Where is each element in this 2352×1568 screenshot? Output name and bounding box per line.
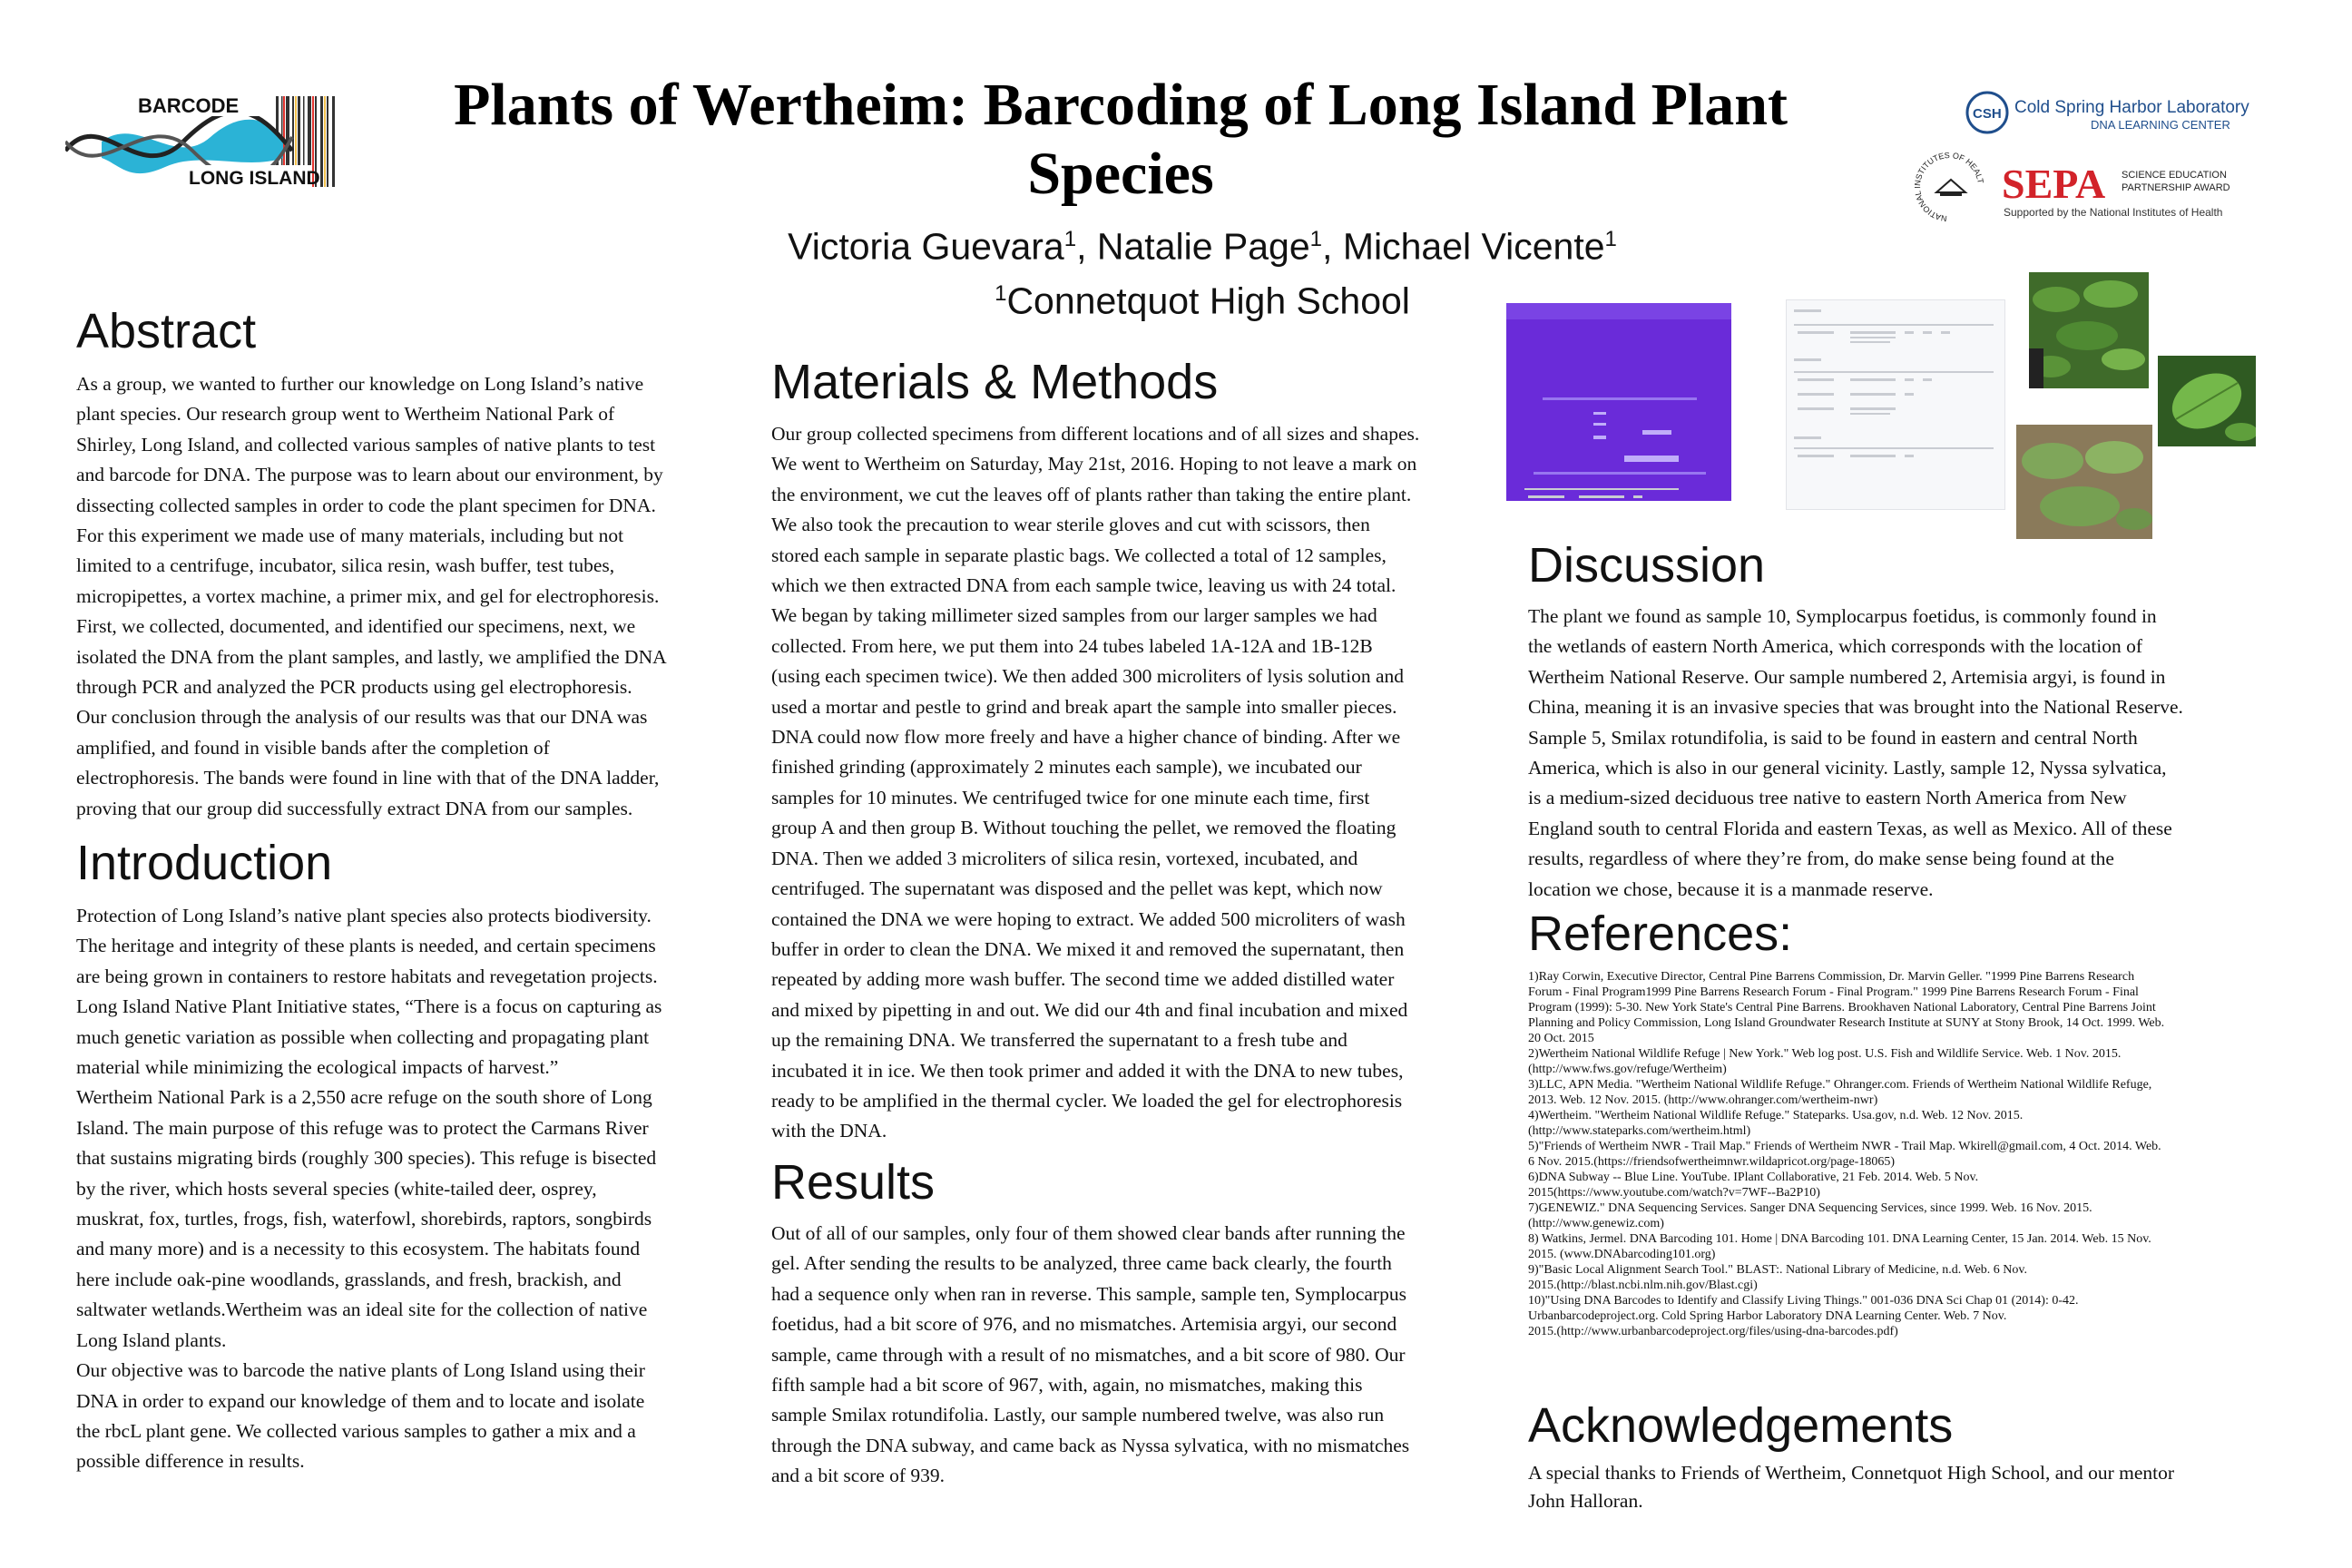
discussion-body: The plant we found as sample 10, Symplocarpus foetidus, is commonly found in the wetlands of eastern North America, which corresponds with the location of Wertheim National Reserve. Our sample numbered 2, Artemisia argyi, is found in China, meaning it is an invasive species that was brought into the National Reserve. Sample 5, Smilax rotundifolia, is said to be found in eastern and central North America, which is also in our general vicinity. Lastly, sample 12, Nyssa sylvatica, is a medium-sized deciduous tree native to eastern North America from New England south to central Florida and eastern Texas, as well as Mexico. All of these results, regardless of where they’re from, do make sense being found at the location we chose, because it is a manmade reserve. xyxy=(1528,605,2183,900)
affiliation: $^1$Connetquot High School xyxy=(995,279,1410,322)
csh-dna-learning-center-logo xyxy=(1964,87,2263,138)
blast-results-screenshot xyxy=(1786,299,2005,510)
abstract-body: As a group, we wanted to further our knowledge on Long Island’s native plant species. Our research group went to Wertheim National Park of Shirley, Long Island, and collected various samples of native plants to test and barcode for DNA. The purpose was to learn about our environment, by dissecting collected samples in order to code the plant specimen for DNA. For this experiment we made use of many materials, including but not limited to a centrifuge, incubator, silica resin, wash buffer, test tubes, micropipettes, a vortex machine, a primer mix, and gel for electrophoresis. First, we collected, documented, and identified our specimens, next, we isolated the DNA from the plant samples, and lastly, we amplified the DNA through PCR and analyzed the PCR products using gel electrophoresis. Our conclusion through the analysis of our results was that our DNA was amplified, and found in visible bands after the completion of electrophoresis. The bands were found in line with that of the DNA ladder, proving that our group did successfully extract DNA from our samples. xyxy=(76,373,667,819)
svg-text:BARCODE: BARCODE xyxy=(138,94,240,117)
acknowledgements-heading: Acknowledgements xyxy=(1528,1398,1954,1453)
plant-photo-leaves xyxy=(2029,272,2149,388)
methods-body: Our group collected specimens from different locations and of all sizes and shapes. We went to Wertheim on Saturday, May 21st, 2016. Hoping to not leave a mark on the environment, we cut the leaves off of plants rather than taking the entire plant. We also took the precaution to wear sterile gloves and cut with scissors, then stored each sample in separate plastic bags. We collected a total of 12 samples, which we then extracted DNA from each sample twice, leaving us with 24 total. We began by taking millimeter sized samples from our larger samples we had collected. From here, we put them into 24 tubes labeled 1A-12A and 1B-12B (using each specimen twice). We then added 300 microliters of lysis solution and used a mortar and pestle to grind and break apart the sample into smaller pieces. DNA could now flow more freely and have a higher chance of binding. After we finished grinding (approximately 2 minutes each sample), we incubated our samples for 10 minutes. We centrifuged twice for one minute each time, first group A and then group B. Without touching the pellet, we removed the floating DNA. Then we added 3 microliters of silica resin, vortexed, incubated, and centrifuged. The supernatant was disposed and the pellet was kept, which now contained the DNA we were hoping to extract. We added 500 microliters of wash buffer in order to clean the DNA. We mixed it and removed the supernatant, then repeated by adding more wash buffer. The second time we added distilled water and mixed by pipetting in and out. We did our 4th and final incubation and mixed up the remaining DNA. We transferred the supernatant to a fresh tube and incubated it in ice. We then took primer and added it with the DNA to new tubes, ready to be amplified in the thermal cycler. We loaded the gel for electrophoresis with the DNA. xyxy=(771,423,1420,1142)
svg-text:NATIONAL INSTITUTES OF HEALTH: NATIONA STITUTES OF HEALT xyxy=(1915,152,1985,223)
svg-text:Cold Spring Harbor Laboratory: Cold Spring Harbor Laboratory xyxy=(2014,98,2249,117)
methods-heading: Materials & Methods xyxy=(771,355,1219,409)
references-heading: References: xyxy=(1528,906,1793,961)
author-name: Victoria Guevara xyxy=(788,225,1064,268)
results-body: Out of all of our samples, only four of them showed clear bands after running the gel. After sending the results to be analyzed, three came back clearly, the fourth had a sequence only when ran in reverse. This sample, sample ten, Symplocarpus foetidus, had a bit score of 976, and no mismatches. Artemisia argyi, our second sample, came through with a result of no mismatches, and a bit score of 980. Our fifth sample had a bit score of 967, with, again, no mismatches, making this sample Smilax rotundifolia. Lastly, our sample numbered twelve, was also run through the DNA subway, and came back as Nyssa sylvatica, with no mismatches and a bit score of 939. xyxy=(771,1222,1410,1487)
svg-text:PARTNERSHIP AWARD: PARTNERSHIP AWARD xyxy=(2122,182,2230,193)
plant-photo-leaf-closeup xyxy=(2158,356,2256,446)
discussion-heading: Discussion xyxy=(1528,538,1766,593)
introduction-body: Protection of Long Island’s native plant species also protects biodiversity. The heritage and integrity of these plants is needed, and certain specimens are being grown in containers to restore habitats and revegetation projects. Long Island Native Plant Initiative states, “There is a focus on capturing as much genetic variation as possible when collecting and propagating plant material while minimizing the ecological impacts of harvest.” Wertheim National Park is a 2,550 acre refuge on the south shore of Long Island. The main purpose of this refuge was to protect the Carmans River that sustains migrating birds (roughly 300 species). This refuge is bisected by the river, which hosts several species (white-tailed deer, osprey, muskrat, fox, turtles, frogs, fish, waterfowl, shorebirds, raptors, songbirds and many more) and is a necessity to this ecosystem. The habitats found here include oak-pine woodlands, grasslands, and fresh, brackish, and saltwater wetlands.Wertheim was an ideal site for the collection of native Long Island plants. Our objective was to barcode the native plants of Long Island using their DNA in order to expand our knowledge of them and to locate and isolate the rbcL plant gene. We collected various samples to gather a mix and a possible difference in results. xyxy=(76,905,662,1473)
svg-text:Supported by the National Inst: Supported by the National Institutes of Health xyxy=(2004,206,2223,219)
abstract-heading: Abstract xyxy=(76,304,257,358)
acknowledgements-body: A special thanks to Friends of Wertheim, Connetquot High School, and our mentor John Halloran. xyxy=(1528,1462,2175,1512)
author-name: Michael Vicente xyxy=(1342,225,1605,268)
gel-electrophoresis-image xyxy=(1506,303,1731,501)
poster-title xyxy=(358,71,1883,209)
svg-text:LONG ISLAND: LONG ISLAND xyxy=(189,168,320,189)
svg-text:SCIENCE EDUCATION: SCIENCE EDUCATION xyxy=(2122,170,2227,181)
plant-photo-ground-cover xyxy=(2016,425,2152,539)
svg-text:SEPA: SEPA xyxy=(2002,161,2106,207)
title-line-1: Plants of Wertheim: Barcoding of Long Island Plant xyxy=(454,72,1788,138)
barcode-long-island-logo xyxy=(65,87,343,194)
title-line-2: Species xyxy=(1027,141,1214,207)
introduction-heading: Introduction xyxy=(76,836,333,890)
svg-text:CSH: CSH xyxy=(1973,106,2002,122)
svg-text:DNA LEARNING CENTER: DNA LEARNING CENTER xyxy=(2091,118,2230,132)
results-heading: Results xyxy=(771,1155,936,1210)
nih-sepa-logo xyxy=(1915,152,2259,223)
gel-table-caption-graphic xyxy=(1524,486,1688,505)
author-list: Victoria Guevara$^1$, Natalie Page$^1$, Michael Vicente$^1$ xyxy=(788,225,1617,268)
author-name: Natalie Page xyxy=(1096,225,1310,268)
references-list: 1)Ray Corwin, Executive Director, Central Pine Barrens Commission, Dr. Marvin Geller. "1999 Pine Barrens Research Forum - Final Program1999 Pine Barrens Research Forum - Final Program." 1999 Pine Barrens Research Forum - Final Program (1999): 5-30. New York State's Central Pine Barrens. Brookhaven National Laboratory, Central Pine Barrens Joint Planning and Policy Commission, Long Island Groundwater Research Institute at SUNY at Stony Brook, 14 Oct. 1999. Web. 20 Oct. 2015 2)Wertheim National Wildlife Refuge | New York." Web log post. U.S. Fish and Wildlife Service. Web. 1 Nov. 2015. (http://www.fws.gov/refuge/Wertheim) 3)LLC, APN Media. "Wertheim National Wildlife Refuge." Ohranger.com. Friends of Wertheim National Wildlife Refuge, 2013. Web. 12 Nov. 2015. (http://www.ohranger.com/wertheim-nwr) 4)Wertheim. "Wertheim National Wildlife Refuge." Stateparks. Usa.gov, n.d. Web. 12 Nov. 2015. (http://www.stateparks.com/wertheim.html) 5)"Friends of Wertheim NWR - Trail Map." Friends of Wertheim NWR - Trail Map. Wkirell@gmail.com, 4 Oct. 2014. Web. 6 Nov. 2015.(https://friendsofwertheimnwr.wildapricot.org/page-18065) 6)DNA Subway -- Blue Line. YouTube. IPlant Collaborative, 21 Feb. 2014. Web. 5 Nov. 2015(https://www.youtube.com/watch?v=7WF--Ba2P10) 7)GENEWIZ." DNA Sequencing Services. Sanger DNA Sequencing Services, since 1999. Web. 16 Nov. 2015. (http://www.genewiz.com) 8) Watkins, Jermel. DNA Barcoding 101. Home | DNA Barcoding 101. DNA Learning Center, 15 Jan. 2014. Web. 15 Nov. 2015. (www.DNAbarcoding101.org) 9)"Basic Local Alignment Search Tool." BLAST:. National Library of Medicine, n.d. Web. 6 Nov. 2015.(http://blast.ncbi.nlm.nih.gov/Blast.cgi) 10)"Using DNA Barcodes to Identify and Classify Living Things." 001-036 DNA Sci Chap 01 (2014): 0-42. Urbanbarcodeproject.org. Cold Spring Harbor Laboratory DNA Learning Center. Web. 7 Nov. 2015.(http://www.urbanbarcodeproject.org/files/using-dna-barcodes.pdf) xyxy=(1528,970,2165,1338)
